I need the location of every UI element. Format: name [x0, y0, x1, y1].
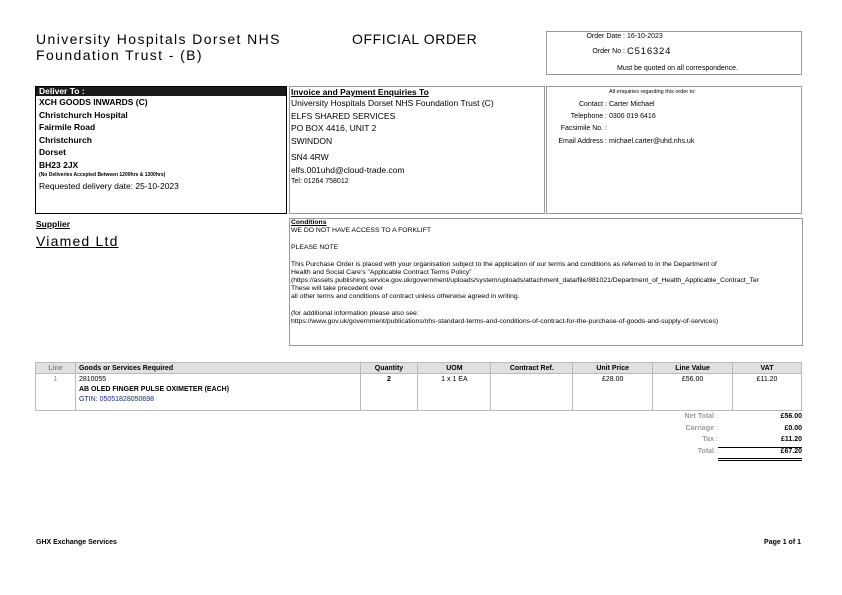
- conditions-line: WE DO NOT HAVE ACCESS TO A FORKLIFT: [291, 227, 431, 234]
- cell-quantity: 2: [360, 374, 418, 411]
- table-header-row: [36, 363, 802, 374]
- contact-label: Contact :: [578, 101, 607, 108]
- order-number-value: C516324: [627, 46, 672, 57]
- conditions-link: (https://assets.publishing.service.gov.uk/government/uploads/system/uploads/attachment_data/file/881021/Department_of_Health_Applicable_Contract_Ter: [291, 277, 759, 284]
- cell-line-value: £56.00: [653, 374, 733, 411]
- column-header-vat: VAT: [733, 363, 802, 374]
- column-header-line-value: Line Value: [653, 363, 733, 374]
- invoice-line: PO BOX 4416, UNIT 2: [291, 123, 377, 133]
- table-row: [36, 374, 802, 411]
- order-number-label: Order No :: [592, 48, 625, 55]
- invoice-line: ELFS SHARED SERVICES: [291, 110, 396, 121]
- cell-unit-price: £28.00: [573, 374, 653, 411]
- cell-vat: £11.20: [733, 374, 802, 411]
- deliver-line: XCH GOODS INWARDS (C): [39, 97, 148, 107]
- deliver-line: Christchurch: [39, 134, 92, 145]
- column-header-unit-price: Unit Price: [573, 363, 653, 374]
- email-value: michael.carter@uhd.nhs.uk: [609, 138, 695, 145]
- cell-line: 1: [36, 374, 76, 411]
- deliver-line: Fairmile Road: [39, 122, 96, 132]
- telephone-label: Telephone :: [570, 113, 607, 120]
- column-header-quantity: Quantity: [360, 363, 418, 374]
- supplier-name: Viamed Ltd: [36, 233, 119, 249]
- carriage-colon: :: [716, 425, 718, 432]
- column-header-contract-ref: Contract Ref.: [491, 363, 573, 374]
- net-total-value: £56.00: [780, 413, 802, 420]
- total-value: £67.20: [780, 448, 802, 455]
- delivery-hours-note: (No Deliveries Accepted Between 1200hrs & 1300hrs): [39, 172, 166, 178]
- conditions-line: all other terms and conditions of contract unless otherwise agreed in writing.: [291, 293, 520, 300]
- footer-left: GHX Exchange Services: [36, 539, 117, 546]
- column-header-uom: UOM: [418, 363, 491, 374]
- enquiries-header: All enquiries regarding this order to:: [609, 89, 696, 95]
- invoice-telephone: Tel: 01264 758012: [291, 178, 349, 185]
- deliver-to-header: Deliver To :: [36, 87, 286, 96]
- conditions-line: These will take precedent over: [291, 285, 384, 292]
- net-total-colon: :: [716, 413, 718, 420]
- tax-label: Tax: [702, 436, 714, 443]
- order-date-label: Order Date :: [586, 33, 625, 40]
- column-header-line: Line: [36, 363, 76, 374]
- cell-uom: 1 x 1 EA: [418, 374, 491, 411]
- conditions-line: PLEASE NOTE: [291, 244, 339, 251]
- cell-contract-ref: [491, 374, 573, 411]
- deliver-line: Christchurch Hospital: [39, 109, 128, 120]
- conditions-header: Conditions: [291, 219, 327, 226]
- org-line-2: Foundation Trust - (B): [36, 47, 203, 63]
- invoice-line: University Hospitals Dorset NHS Foundation Trust (C): [291, 98, 494, 108]
- carriage-value: £0.00: [784, 425, 802, 432]
- order-date-value: 16-10-2023: [627, 33, 663, 40]
- conditions-line: (for additional information please also see:: [291, 310, 419, 317]
- tax-colon: :: [716, 436, 718, 443]
- column-header-goods: Goods or Services Required: [75, 363, 360, 374]
- conditions-line: Health and Social Care's "Applicable Contract Terms Policy": [291, 269, 472, 276]
- cell-goods: [75, 374, 360, 411]
- invoice-email: elfs.001uhd@cloud-trade.com: [291, 164, 405, 175]
- item-description: AB OLED FINGER PULSE OXIMETER (EACH): [78, 386, 230, 393]
- order-lines-table: [35, 362, 802, 411]
- item-gtin: GTIN: 05051828050698: [78, 396, 155, 403]
- invoice-line: SN4 4RW: [291, 152, 329, 162]
- organisation-name: [36, 31, 281, 63]
- email-label: Email Address :: [558, 138, 607, 145]
- deliver-to-box: [35, 86, 287, 214]
- totals-block: [654, 413, 802, 463]
- conditions-box: [289, 218, 803, 346]
- requested-delivery-date: Requested delivery date: 25-10-2023: [39, 181, 179, 191]
- item-code: 2810055: [78, 376, 107, 383]
- carriage-label: Carriage: [685, 425, 714, 432]
- total-label: Total: [697, 448, 714, 455]
- fax-label: Facsimile No. :: [560, 125, 607, 132]
- order-info-box: [546, 31, 802, 75]
- tax-value: £11.20: [780, 436, 802, 443]
- document-title: OFFICIAL ORDER: [352, 31, 478, 47]
- deliver-line: Dorset: [39, 147, 66, 157]
- net-total-label: Net Total: [684, 413, 714, 420]
- total-colon: :: [716, 448, 718, 455]
- telephone-value: 0300 019 6416: [609, 113, 656, 120]
- supplier-header: Supplier: [36, 219, 71, 229]
- conditions-line: This Purchase Order is placed with your organisation subject to the application of our terms and conditions as referred to in the Department of: [291, 261, 717, 268]
- order-enquiries-box: [546, 86, 802, 214]
- order-note: Must be quoted on all correspondence.: [617, 65, 739, 72]
- invoice-header: Invoice and Payment Enquiries To: [291, 87, 429, 97]
- contact-value: Carter Michael: [609, 101, 655, 108]
- deliver-line: BH23 2JX: [39, 159, 79, 170]
- conditions-link: https://www.gov.uk/government/publications/nhs-standard-terms-and-conditions-of-contract-for-the-purchase-of-goods-and-supply-of-services): [291, 318, 719, 325]
- footer-page-number: Page 1 of 1: [764, 539, 801, 546]
- invoice-enquiries-box: [289, 86, 545, 214]
- total-rule-double: [718, 458, 802, 461]
- invoice-line: SWINDON: [291, 135, 333, 146]
- org-line-1: University Hospitals Dorset NHS: [36, 31, 281, 47]
